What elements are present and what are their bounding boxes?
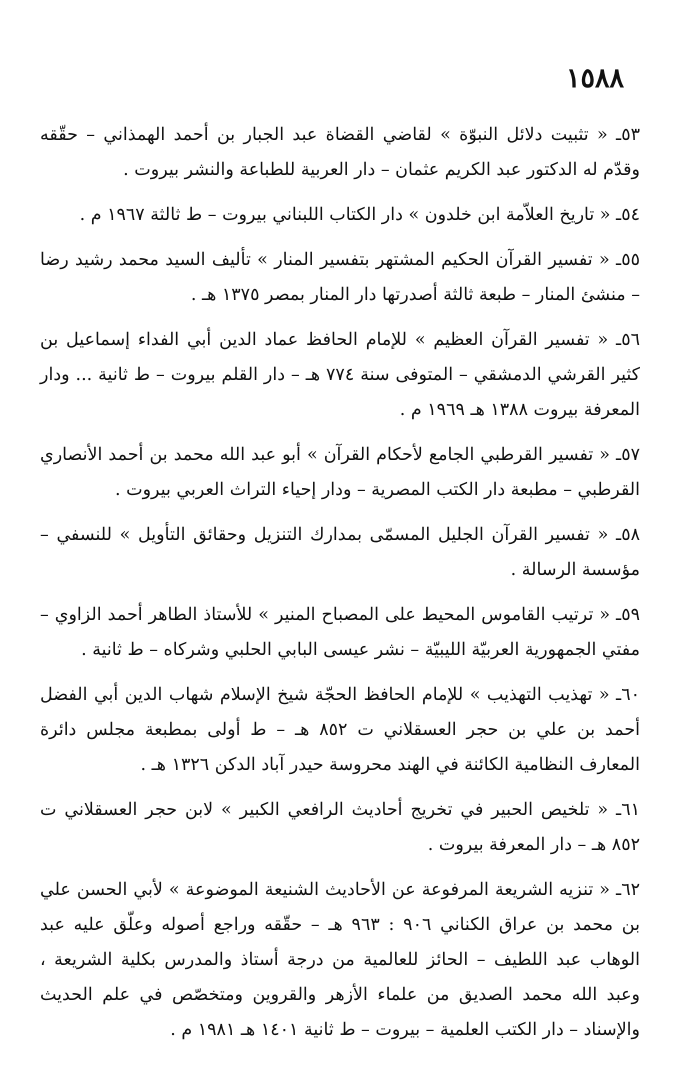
entry-text: ـ « تفسير القرآن العظيم » للإمام الحافظ عماد الدين أبي الفداء إسماعيل بن كثير القرشي الدمشقي – المتوفى سنة ٧٧٤ هـ – دار القلم بيروت – ط ثانية ... ودار المعرفة بيروت ١٣٨٨ هـ ١٩٦٩ م . [40,330,641,420]
bibliography-entry-57 [40,438,640,508]
entry-text: ـ « تاريخ العلاّمة ابن خلدون » دار الكتاب اللبناني بيروت – ط ثالثة ١٩٦٧ م . [79,205,622,225]
entry-text: ـ « تهذيب التهذيب » للإمام الحافظ الحجّة شيخ الإسلام شهاب الدين أبي الفضل أحمد بن علي بن حجر العسقلاني ت ٨٥٢ هـ – ط أولى بمطبعة مجلس دائرة المعارف النظامية الكائنة في الهند محروسة حيدر آباد الدكن ١٣٢٦ هـ . [40,685,640,775]
bibliography-entry-56 [40,323,640,428]
entry-number: ٥٧ [621,445,640,465]
entry-text: ـ « تنزيه الشريعة المرفوعة عن الأحاديث الشنيعة الموضوعة » لأبي الحسن علي بن محمد بن عراق الكناني ٩٠٦ : ٩٦٣ هـ – حقّقه وراجع أصوله وعلّق عليه عبد الوهاب عبد اللطيف – الحائز للعالمية من درجة أستاذ والمدرس بكلية الشريعة ، وعبد الله محمد الصديق من علماء الأزهر والقروين ومتخصّص في علم الحديث والإسناد – دار الكتب العلمية – بيروت – ط ثانية ١٤٠١ هـ ١٩٨١ م . [40,880,640,1040]
entry-text: ـ « تفسير القرآن الجليل المسمّى بمدارك التنزيل وحقائق التأويل » للنسفي – مؤسسة الرسالة . [40,525,640,580]
entry-text: ـ « تفسير القرطبي الجامع لأحكام القرآن » أبو عبد الله محمد بن أحمد الأنصاري القرطبي – مطبعة دار الكتب المصرية – ودار إحياء التراث العربي بيروت . [40,445,640,500]
bibliography-entry-53 [40,118,640,188]
entry-text: ـ « تفسير القرآن الحكيم المشتهر بتفسير المنار » تأليف السيد محمد رشيد رضا – منشئ المنار – طبعة ثالثة أصدرتها دار المنار بمصر ١٣٧٥ هـ . [40,250,640,305]
page-number: ١٥٨٨ [565,63,624,94]
entry-number: ٥٥ [621,250,640,270]
entry-text: ـ « ترتيب القاموس المحيط على المصباح المنير » للأستاذ الطاهر أحمد الزاوي – مفتي الجمهورية العربيّة الليبيّة – نشر عيسى البابي الحلبي وشركاه – ط ثانية . [40,605,640,660]
entry-text: ـ « تثبيت دلائل النبوّة » لقاضي القضاة عبد الجبار بن أحمد الهمذاني – حقّقه وقدّم له الدكتور عبد الكريم عثمان – دار العربية للطباعة والنشر بيروت . [40,125,640,180]
bibliography-entry-61 [40,793,640,863]
bibliography-entry-60 [40,678,640,783]
bibliography-entry-59 [40,598,640,668]
bibliography-entry-62 [40,873,640,1048]
entry-number: ٦١ [621,800,640,820]
entry-number: ٥٨ [621,525,640,545]
entry-number: ٥٦ [621,330,640,350]
entry-number: ٦٠ [621,685,640,705]
bibliography-entry-58 [40,518,640,588]
entry-number: ٥٤ [621,205,640,225]
entry-number: ٥٩ [621,605,640,625]
bibliography-entry-55 [40,243,640,313]
entry-number: ٦٢ [621,880,640,900]
entry-number: ٥٣ [621,125,640,145]
bibliography-entry-54 [40,198,640,233]
bibliography-list [40,118,640,1058]
entry-text: ـ « تلخيص الحبير في تخريج أحاديث الرافعي الكبير » لابن حجر العسقلاني ت ٨٥٢ هـ – دار المعرفة بيروت . [40,800,640,855]
